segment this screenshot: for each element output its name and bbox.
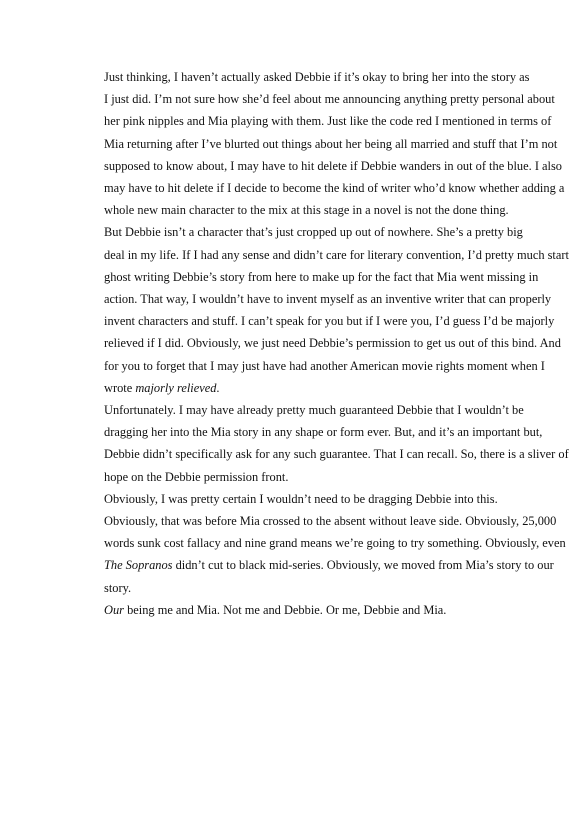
paragraph-5 <box>62 599 541 621</box>
text-line: Debbie didn’t specifically ask for any such guarantee. That I can recall. So, there is a sliver of <box>104 447 569 462</box>
text-run: didn’t cut to black mid-series. Obviously, we moved from Mia’s story to our <box>172 558 554 573</box>
text-line: for you to forget that I may just have had another American movie rights moment when I <box>104 358 545 373</box>
text-line: relieved if I did. Obviously, we just need Debbie’s permission to get us out of this bind. And <box>104 336 561 351</box>
italic-text: The Sopranos <box>104 558 173 573</box>
text-line: may have to hit delete if I decide to become the kind of writer who’d know whether adding a <box>104 181 565 196</box>
text-line <box>62 599 541 621</box>
text-line: Just thinking, I haven’t actually asked Debbie if it’s okay to bring her into the story as <box>104 70 530 84</box>
paragraph-3 <box>62 399 569 488</box>
text-line <box>62 377 541 399</box>
text-line: ghost writing Debbie’s story from here to make up for the fact that Mia went missing in <box>104 269 539 284</box>
text-line: her pink nipples and Mia playing with them. Just like the code red I mentioned in terms of <box>104 114 552 129</box>
text-run: . <box>216 380 220 395</box>
paragraph-1 <box>62 66 565 221</box>
text-line: story. <box>104 580 132 595</box>
text-line: invent characters and stuff. I can’t speak for you but if I were you, I’d guess I’d be majorly <box>104 314 555 329</box>
paragraph-4 <box>62 488 566 599</box>
text-line: Unfortunately. I may have already pretty much guaranteed Debbie that I wouldn’t be <box>104 403 524 418</box>
text-line: action. That way, I wouldn’t have to invent myself as an inventive writer that can properly <box>104 292 552 307</box>
paragraph-2 <box>62 221 569 399</box>
text-line <box>62 554 554 576</box>
text-line: supposed to know about, I may have to hit delete if Debbie wanders in out of the blue. I also <box>104 158 562 173</box>
text-line: deal in my life. If I had any sense and didn’t care for literary convention, I’d pretty much start <box>104 247 569 262</box>
text-line: Obviously, that was before Mia crossed to the absent without leave side. Obviously, 25,000 <box>104 514 557 529</box>
italic-text: majorly relieved <box>135 380 217 395</box>
text-run: wrote <box>104 380 136 395</box>
text-line: words sunk cost fallacy and nine grand means we’re going to try something. Obviously, even <box>104 536 566 551</box>
text-line: I just did. I’m not sure how she’d feel about me announcing anything pretty personal about <box>104 92 555 107</box>
text-line: Obviously, I was pretty certain I wouldn’t need to be dragging Debbie into this. <box>104 491 498 506</box>
text-line: dragging her into the Mia story in any shape or form ever. But, and it’s an important but, <box>104 425 543 440</box>
text-run: being me and Mia. Not me and Debbie. Or me, Debbie and Mia. <box>123 602 447 617</box>
text-line: Mia returning after I’ve blurted out things about her being all married and stuff that I’m not <box>104 136 558 151</box>
text-line: hope on the Debbie permission front. <box>104 469 289 484</box>
text-line: But Debbie isn’t a character that’s just cropped up out of nowhere. She’s a pretty big <box>104 225 523 240</box>
text-line: whole new main character to the mix at this stage in a novel is not the done thing. <box>104 203 509 218</box>
italic-text: Our <box>104 602 124 617</box>
